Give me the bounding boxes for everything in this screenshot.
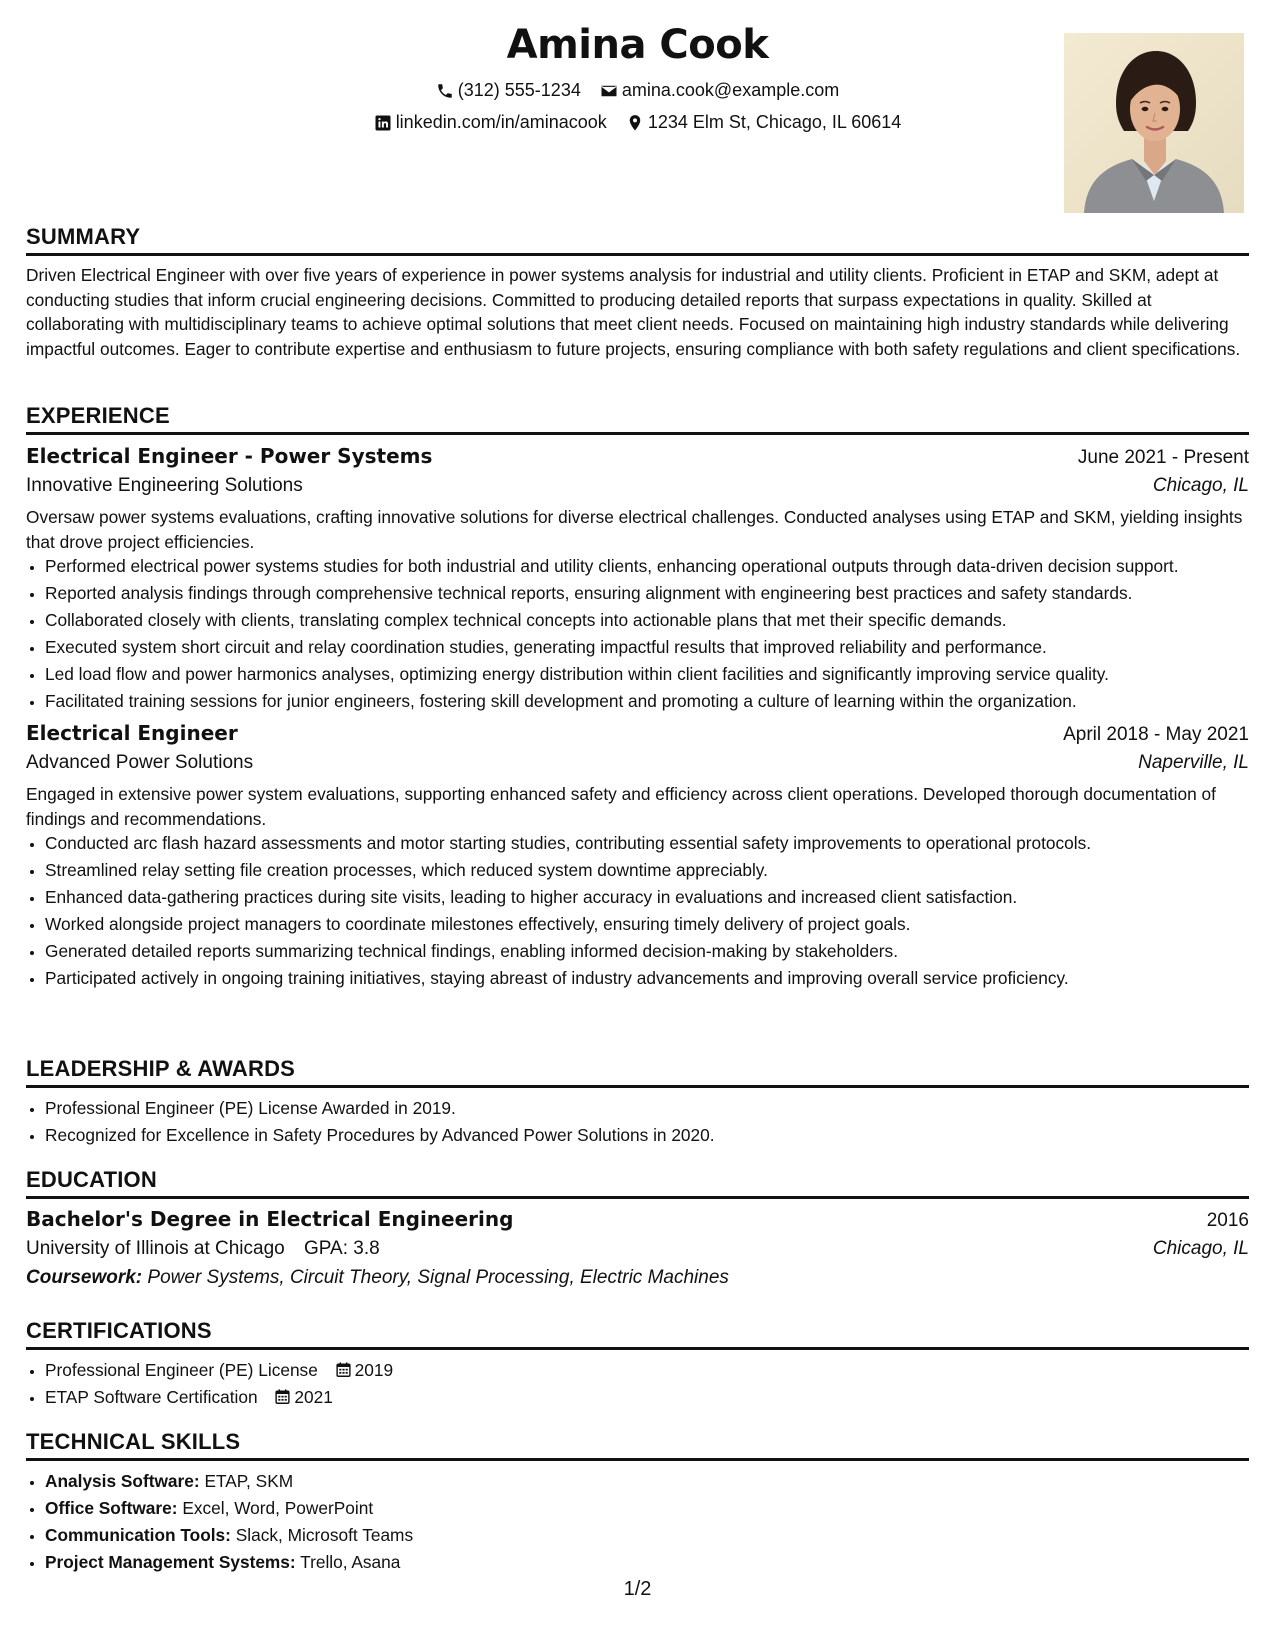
summary-text: Driven Electrical Engineer with over five years of experience in power systems analysis for industrial and utility clients. Proficient in ETAP and SKM, adept at conducting studies that inform crucial engineering decisions. Committed to producing detailed reports that surpass expectations in quality. Skilled at collaborating with multidisciplinary teams to achieve optimal solutions that meet client needs. Focused on maintaining high industry standards while delivering impactful outcomes. Eager to contribute expertise and enthusiasm to future projects, ensuring compliance with both safety regulations and client specifications. xyxy=(26,265,1241,359)
skills-heading: TECHNICAL SKILLS xyxy=(26,1429,1249,1461)
job-dates: April 2018 - May 2021 xyxy=(1063,723,1249,745)
phone-text: (312) 555-1234 xyxy=(457,80,581,100)
skill-label: Communication Tools: xyxy=(45,1524,231,1545)
calendar-icon xyxy=(274,1388,291,1405)
job-bullets xyxy=(26,831,1249,990)
job-title: Electrical Engineer xyxy=(26,720,238,745)
cert-name: Professional Engineer (PE) License xyxy=(45,1360,318,1380)
list-item: • Participated actively in ongoing training initiatives, staying abreast of industry advancements and improving overall service proficiency. xyxy=(45,966,1249,990)
map-pin-icon xyxy=(626,114,644,132)
job-header xyxy=(26,721,1249,746)
leadership-list xyxy=(26,1096,1249,1147)
job-entry xyxy=(26,721,1249,990)
school-name: University of Illinois at Chicago xyxy=(26,1238,285,1259)
summary-section xyxy=(26,224,1249,361)
list-item xyxy=(45,1550,1249,1574)
graduation-year: 2016 xyxy=(1206,1210,1249,1231)
job-company: Advanced Power Solutions xyxy=(26,751,254,773)
skills-list xyxy=(26,1469,1249,1574)
linkedin-contact[interactable] xyxy=(374,112,607,133)
list-item xyxy=(45,1358,1249,1382)
job-title: Electrical Engineer - Power Systems xyxy=(26,444,433,468)
list-item: • Performed electrical power systems studies for both industrial and utility clients, enhancing operational outputs through data-driven decision support. xyxy=(45,554,1249,578)
skill-value: Trello, Asana xyxy=(300,1551,401,1572)
list-item: • Collaborated closely with clients, translating complex technical concepts into actionable plans that met their specific demands. xyxy=(45,608,1249,632)
list-item: • Recognized for Excellence in Safety Procedures by Advanced Power Solutions in 2020. xyxy=(45,1123,1249,1147)
education-heading: EDUCATION xyxy=(26,1167,1249,1199)
job-subheader xyxy=(26,752,1249,774)
coursework-line xyxy=(26,1267,1249,1289)
skills-section xyxy=(26,1429,1249,1577)
cert-name: ETAP Software Certification xyxy=(45,1386,258,1407)
education-subheader xyxy=(26,1238,1249,1260)
degree-title: Bachelor's Degree in Electrical Engineering xyxy=(26,1207,514,1231)
job-description: Engaged in extensive power system evaluations, supporting enhanced safety and efficiency across client operations. Developed thorough documentation of findings and recommendations. xyxy=(26,783,1216,829)
email-contact[interactable] xyxy=(600,80,839,101)
skill-label: Project Management Systems: xyxy=(45,1551,296,1572)
page-number: 1/2 xyxy=(623,1578,652,1600)
job-header xyxy=(26,444,1249,469)
job-company: Innovative Engineering Solutions xyxy=(26,475,303,496)
education-section xyxy=(26,1167,1249,1289)
certifications-section xyxy=(26,1318,1249,1412)
job-location: Chicago, IL xyxy=(1152,475,1249,496)
address-contact xyxy=(626,112,902,133)
candidate-name: Amina Cook xyxy=(506,22,769,68)
summary-heading: SUMMARY xyxy=(26,224,1249,256)
leadership-section xyxy=(26,1056,1249,1150)
gpa: GPA: 3.8 xyxy=(304,1238,380,1259)
linkedin-text: linkedin.com/in/aminacook xyxy=(395,112,607,132)
phone-contact[interactable] xyxy=(436,80,581,101)
list-item: • Enhanced data-gathering practices during site visits, leading to higher accuracy in evaluations and increased client satisfaction. xyxy=(45,885,1249,909)
email-text: amina.cook@example.com xyxy=(621,80,840,100)
skill-label: Analysis Software: xyxy=(45,1471,200,1491)
linkedin-icon xyxy=(374,114,392,132)
profile-photo xyxy=(1064,33,1244,213)
skill-label: Office Software: xyxy=(45,1497,178,1518)
coursework-text: Power Systems, Circuit Theory, Signal Processing, Electric Machines xyxy=(147,1267,729,1288)
address-text: 1234 Elm St, Chicago, IL 60614 xyxy=(647,112,902,132)
skill-value: Excel, Word, PowerPoint xyxy=(182,1497,374,1518)
experience-heading: EXPERIENCE xyxy=(26,403,1249,435)
job-subheader xyxy=(26,475,1249,497)
list-item: • Facilitated training sessions for junior engineers, fostering skill development and promoting a culture of learning within the organization. xyxy=(45,689,1249,713)
job-entry xyxy=(26,444,1249,713)
list-item: • Professional Engineer (PE) License Awarded in 2019. xyxy=(45,1096,1249,1120)
list-item: • Generated detailed reports summarizing technical findings, enabling informed decision-making by stakeholders. xyxy=(45,939,1249,963)
skill-value: Slack, Microsoft Teams xyxy=(235,1524,414,1545)
list-item: • Worked alongside project managers to coordinate milestones effectively, ensuring timely delivery of project goals. xyxy=(45,912,1249,936)
coursework-label: Coursework: xyxy=(26,1267,143,1288)
certifications-heading: CERTIFICATIONS xyxy=(26,1318,1249,1350)
list-item: • Reported analysis findings through comprehensive technical reports, ensuring alignment with engineering best practices and safety standards. xyxy=(45,581,1249,605)
list-item xyxy=(45,1385,1249,1409)
leadership-heading: LEADERSHIP & AWARDS xyxy=(26,1056,1249,1088)
envelope-icon xyxy=(600,82,618,100)
skill-value: ETAP, SKM xyxy=(204,1471,294,1491)
school-location: Chicago, IL xyxy=(1152,1238,1249,1259)
calendar-icon xyxy=(335,1361,352,1378)
job-description: Oversaw power systems evaluations, crafting innovative solutions for diverse electrical challenges. Conducted analyses using ETAP and SKM, yielding insights that drove project efficiencies. xyxy=(26,507,1243,552)
phone-icon xyxy=(436,82,454,100)
list-item: • Conducted arc flash hazard assessments and motor starting studies, contributing essential safety improvements to operational protocols. xyxy=(45,831,1249,855)
list-item: • Streamlined relay setting file creation processes, which reduced system downtime appreciably. xyxy=(45,858,1249,882)
job-dates: June 2021 - Present xyxy=(1077,447,1249,468)
school-line xyxy=(26,1238,380,1260)
list-item xyxy=(45,1523,1249,1547)
list-item: • Executed system short circuit and relay coordination studies, generating impactful results that improved reliability and performance. xyxy=(45,635,1249,659)
cert-year: 2021 xyxy=(294,1386,333,1407)
list-item: • Led load flow and power harmonics analyses, optimizing energy distribution within client facilities and significantly improving service quality. xyxy=(45,662,1249,686)
list-item xyxy=(45,1496,1249,1520)
experience-section xyxy=(26,403,1249,992)
job-bullets xyxy=(26,554,1249,713)
certifications-list xyxy=(26,1358,1249,1409)
job-location: Naperville, IL xyxy=(1138,751,1249,773)
list-item xyxy=(45,1469,1249,1493)
education-header xyxy=(26,1207,1249,1232)
cert-year: 2019 xyxy=(354,1360,394,1380)
